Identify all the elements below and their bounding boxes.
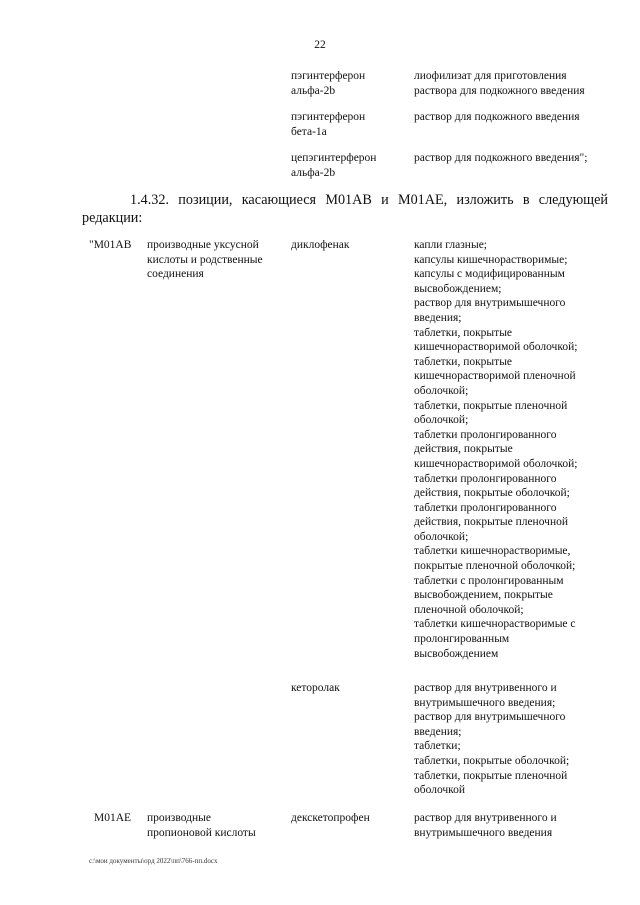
file-path-footer: c:\мои документы\орд 2022\пп\766-пп.docx [89,857,218,865]
page-number: 22 [314,39,326,51]
dosage-forms: капли глазные; капсулы кишечнорастворимые; капсулы с модифицированным высвобождением; раствор для внутримышечного введения; таблетки, покрытые кишечнорастворимой оболочкой; таблетки, покрытые кишечнорастворимой пленочной оболочкой; таблетки, покрытые пленочной оболочкой; таблетки пролонгированного действия, покрытые кишечнорастворимой оболочкой; таблетки пролонгированного действия, покрытые оболочкой; таблетки пролонгированного действия, покрытые пленочной оболочкой; таблетки кишечнорастворимые, покрытые пленочной оболочкой; таблетки с пролонгированным высвобождением, покрытые пленочной оболочкой; таблетки кишечнорастворимые с пролонгированным высвобождением [414,239,578,660]
inn-cell: цепэгинтерферон альфа-2b [291,152,377,179]
inn-cell: декскетопрофен [291,812,370,824]
form-cell: раствор для подкожного введения [414,111,580,123]
group-name: производные уксусной кислоты и родственные соединения [147,239,263,281]
inn-cell: пэгинтерферон альфа-2b [291,70,366,97]
form-cell: раствор для подкожного введения"; [414,152,588,164]
group-name: производные пропионовой кислоты [147,812,256,839]
amendment-paragraph [82,191,608,227]
atc-code: М01АЕ [94,812,132,824]
dosage-forms: раствор для внутривенного и внутримышечного введения; раствор для внутримышечного введения; таблетки; таблетки, покрытые оболочкой; таблетки, покрытые пленочной оболочкой [414,682,570,797]
paragraph-line-2: редакции: [82,210,143,226]
atc-code: "М01АВ [89,239,132,251]
form-cell: лиофилизат для приготовления раствора для подкожного введения [414,70,585,97]
paragraph-line-1: 1.4.32. позиции, касающиеся М01АВ и М01АЕ, изложить в следующей [130,192,608,208]
inn-cell: пэгинтерферон бета-1a [291,111,366,138]
dosage-forms: раствор для внутривенного и внутримышечного введения [414,812,557,839]
inn-cell: кеторолак [291,682,340,694]
inn-cell: диклофенак [291,239,350,251]
